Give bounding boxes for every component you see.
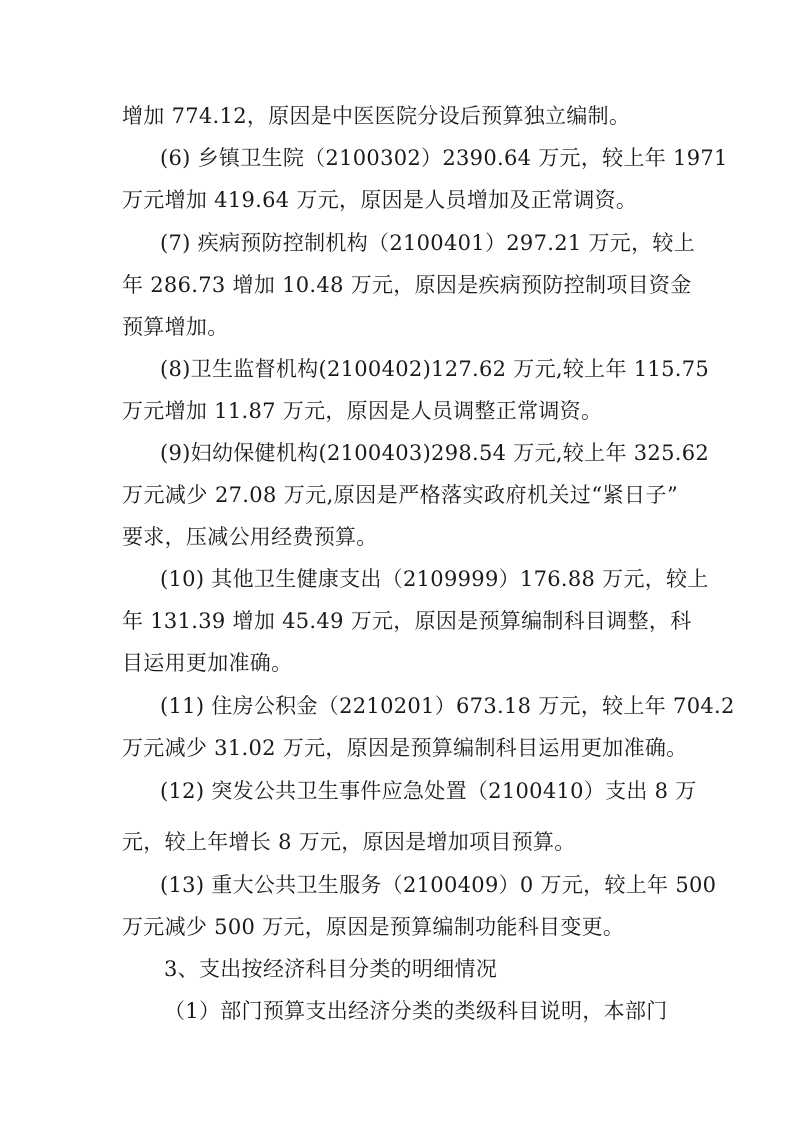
text-line: 万元增加 11.87 万元，原因是人员调整正常调资。 (122, 399, 603, 423)
text-line: (9)妇幼保健机构(2100403)298.54 万元,较上年 325.62 (160, 441, 710, 465)
text-line: (10) 其他卫生健康支出（2109999）176.88 万元，较上 (160, 567, 709, 591)
text-line: 要求，压减公用经费预算。 (122, 525, 378, 549)
text-line: (6) 乡镇卫生院（2100302）2390.64 万元，较上年 1971 (160, 146, 728, 170)
section-heading: 3、支出按经济科目分类的明细情况 (164, 957, 498, 981)
text-line: (8)卫生监督机构(2100402)127.62 万元,较上年 115.75 (160, 357, 710, 381)
text-line: 目运用更加准确。 (122, 651, 293, 675)
text-line: 万元减少 31.02 万元，原因是预算编制科目运用更加准确。 (122, 736, 688, 760)
text-line: （1）部门预算支出经济分类的类级科目说明，本部门 (164, 999, 668, 1023)
text-line: 预算增加。 (122, 315, 229, 339)
text-line: 增加 774.12，原因是中医医院分设后预算独立编制。 (122, 104, 631, 128)
text-line: 年 131.39 增加 45.49 万元，原因是预算编制科目调整，科 (122, 609, 692, 633)
text-line: 万元增加 419.64 万元，原因是人员增加及正常调资。 (122, 188, 638, 212)
text-line: 万元减少 500 万元，原因是预算编制功能科目变更。 (122, 915, 625, 939)
text-line: 年 286.73 增加 10.48 万元，原因是疾病预防控制项目资金 (122, 273, 692, 297)
text-line: (11) 住房公积金（2210201）673.18 万元，较上年 704.2 (160, 694, 735, 718)
text-line: (12) 突发公共卫生事件应急处置（2100410）支出 8 万 (160, 779, 697, 803)
text-line: 万元减少 27.08 万元,原因是严格落实政府机关过“紧日子” (122, 483, 678, 507)
text-line: 元，较上年增长 8 万元，原因是增加项目预算。 (122, 830, 576, 854)
text-line: (7) 疾病预防控制机构（2100401）297.21 万元，较上 (160, 231, 696, 255)
text-line: (13) 重大公共卫生服务（2100409）0 万元，较上年 500 (160, 873, 717, 897)
